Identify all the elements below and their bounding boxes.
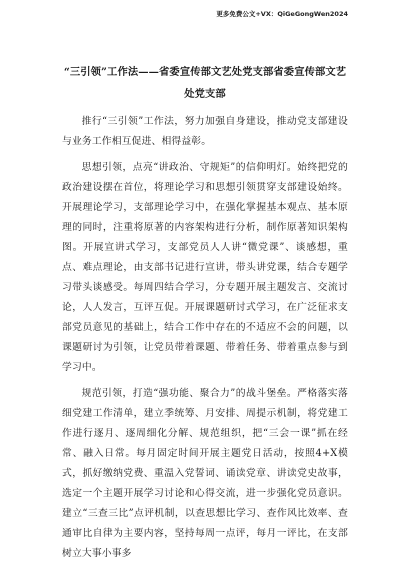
body-paragraph-intro: 推行“三引领”工作法，努力加强自身建设，推动党支部建设与业务工作相互促进、相得益彰。 (62, 116, 348, 147)
body-paragraph-thought: 思想引领，点亮“讲政治、守规矩”的信仰明灯。始终把党的政治建设摆在首位，将理论学习和思想引领贯穿支部建设始终。开展理论学习，支部理论学习中，在强化掌握基本观点、基本原理的同时，注重将原著的内容架构进行分析，制作原著知识架构图。开展宣讲式学习，支部党员人人讲“微党课”、谈感想，重点、难点理论，由支部书记进行宣讲，带头讲党课，结合专题学习带头谈感受。每周四结合学习，分专题开展主题发言、交流讨论，人人发言，互评互促。开展课题研讨式学习，在广泛征求支部党员意见的基础上，结合工作中存在的不适应不会的问题，以课题研讨为引领，让党员带着课题、带着任务、带着重点参与到学习中。 (62, 162, 348, 373)
document-title: “三引领”工作法——省委宣传部文艺处党支部省委宣传部文艺处党支部 (63, 66, 347, 100)
page-header-note: 更多免费公文+VX：QiGeGongWen2024 (216, 10, 348, 18)
body-paragraph-standard: 规范引领，打造“强功能、聚合力”的战斗堡垒。严格落实落细党建工作清单，建立季统筹、月安排、周提示机制，将党建工作进行逐月、逐周细化分解、规范组织，把“三会一课”抓在经常、融入日常。每月固定时间开展主题党日活动，按照4+X模式，抓好缴纳党费、重温入党誓词、诵读党章、讲读党史故事，选定一个主题开展学习讨论和心得交流，进一步强化党员意识。建立“三查三比”点评机制，以查思想比学习、查作风比效率、查通审比自律为主要内容，坚持每周一点评，每月一评比，在支部树立大事小事多 (62, 388, 348, 559)
